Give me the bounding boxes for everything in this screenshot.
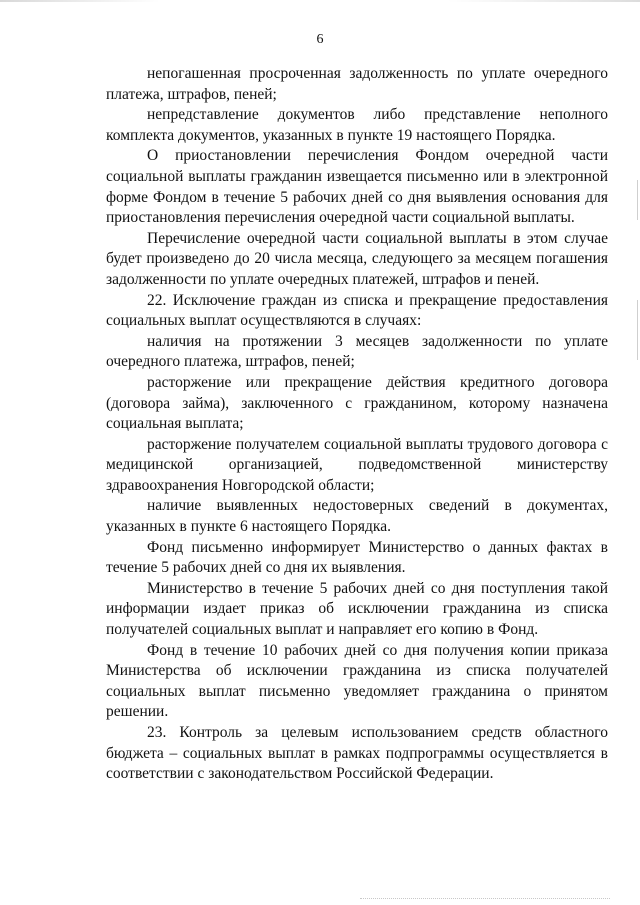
paragraph: 23. Контроль за целевым использованием средств областного бюджета – социальных выплат в рамках подпрограммы осуществляется в соответствии с законодательством Российской Федерации.: [106, 724, 608, 783]
paragraph: Фонд письменно информирует Министерство о данных фактах в течение 5 рабочих дней со дня их выявления.: [106, 538, 608, 577]
paragraph: О приостановлении перечисления Фондом очередной части социальной выплаты гражданин извещается письменно или в электронной форме Фондом в течение 5 рабочих дней со дня выявления основания для приостановления перечисления очередной части социальной выплаты.: [106, 147, 608, 227]
paragraph: расторжение или прекращение действия кредитного договора (договора займа), заключенного с гражданином, которому назначена социальная выплата;: [106, 373, 608, 433]
scan-edge-top: [0, 0, 640, 2]
paragraph: 22. Исключение граждан из списка и прекращение предоставления социальных выплат осуществляются в случаях:: [106, 291, 608, 330]
paragraph: расторжение получателем социальной выплаты трудового договора с медицинской организацией, подведомственной министерству здравоохранения Новгородской области;: [106, 435, 608, 494]
scan-edge-right-1: [637, 180, 638, 220]
paragraph: наличие выявленных недостоверных сведений в документах, указанных в пункте 6 настоящего Порядка.: [106, 497, 608, 536]
paragraph: непогашенная просроченная задолженность по уплате очередного платежа, штрафов, пеней;: [106, 65, 608, 103]
scan-edge-bottom: [360, 897, 610, 899]
paragraph: непредставление документов либо представление неполного комплекта документов, указанных в пункте 19 настоящего Порядка.: [106, 106, 608, 144]
document-body: [106, 64, 608, 785]
paragraph: наличия на протяжении 3 месяцев задолженности по уплате очередного платежа, штрафов, пеней;: [106, 332, 608, 371]
paragraph: Министерство в течение 5 рабочих дней со дня поступления такой информации издает приказ об исключении гражданина из списка получателей социальных выплат и направляет его копию в Фонд.: [106, 579, 608, 639]
page-number: 6: [316, 32, 324, 47]
paragraph: Перечисление очередной части социальной выплаты в этом случае будет произведено до 20 числа месяца, следующего за месяцем погашения задолженности по уплате очередных платежей, штрафов и пеней.: [106, 229, 608, 288]
scan-edge-right-2: [637, 300, 638, 360]
paragraph: Фонд в течение 10 рабочих дней со дня получения копии приказа Министерства об исключении гражданина из списка получателей социальных выплат письменно уведомляет гражданина о принятом решении.: [106, 641, 608, 721]
